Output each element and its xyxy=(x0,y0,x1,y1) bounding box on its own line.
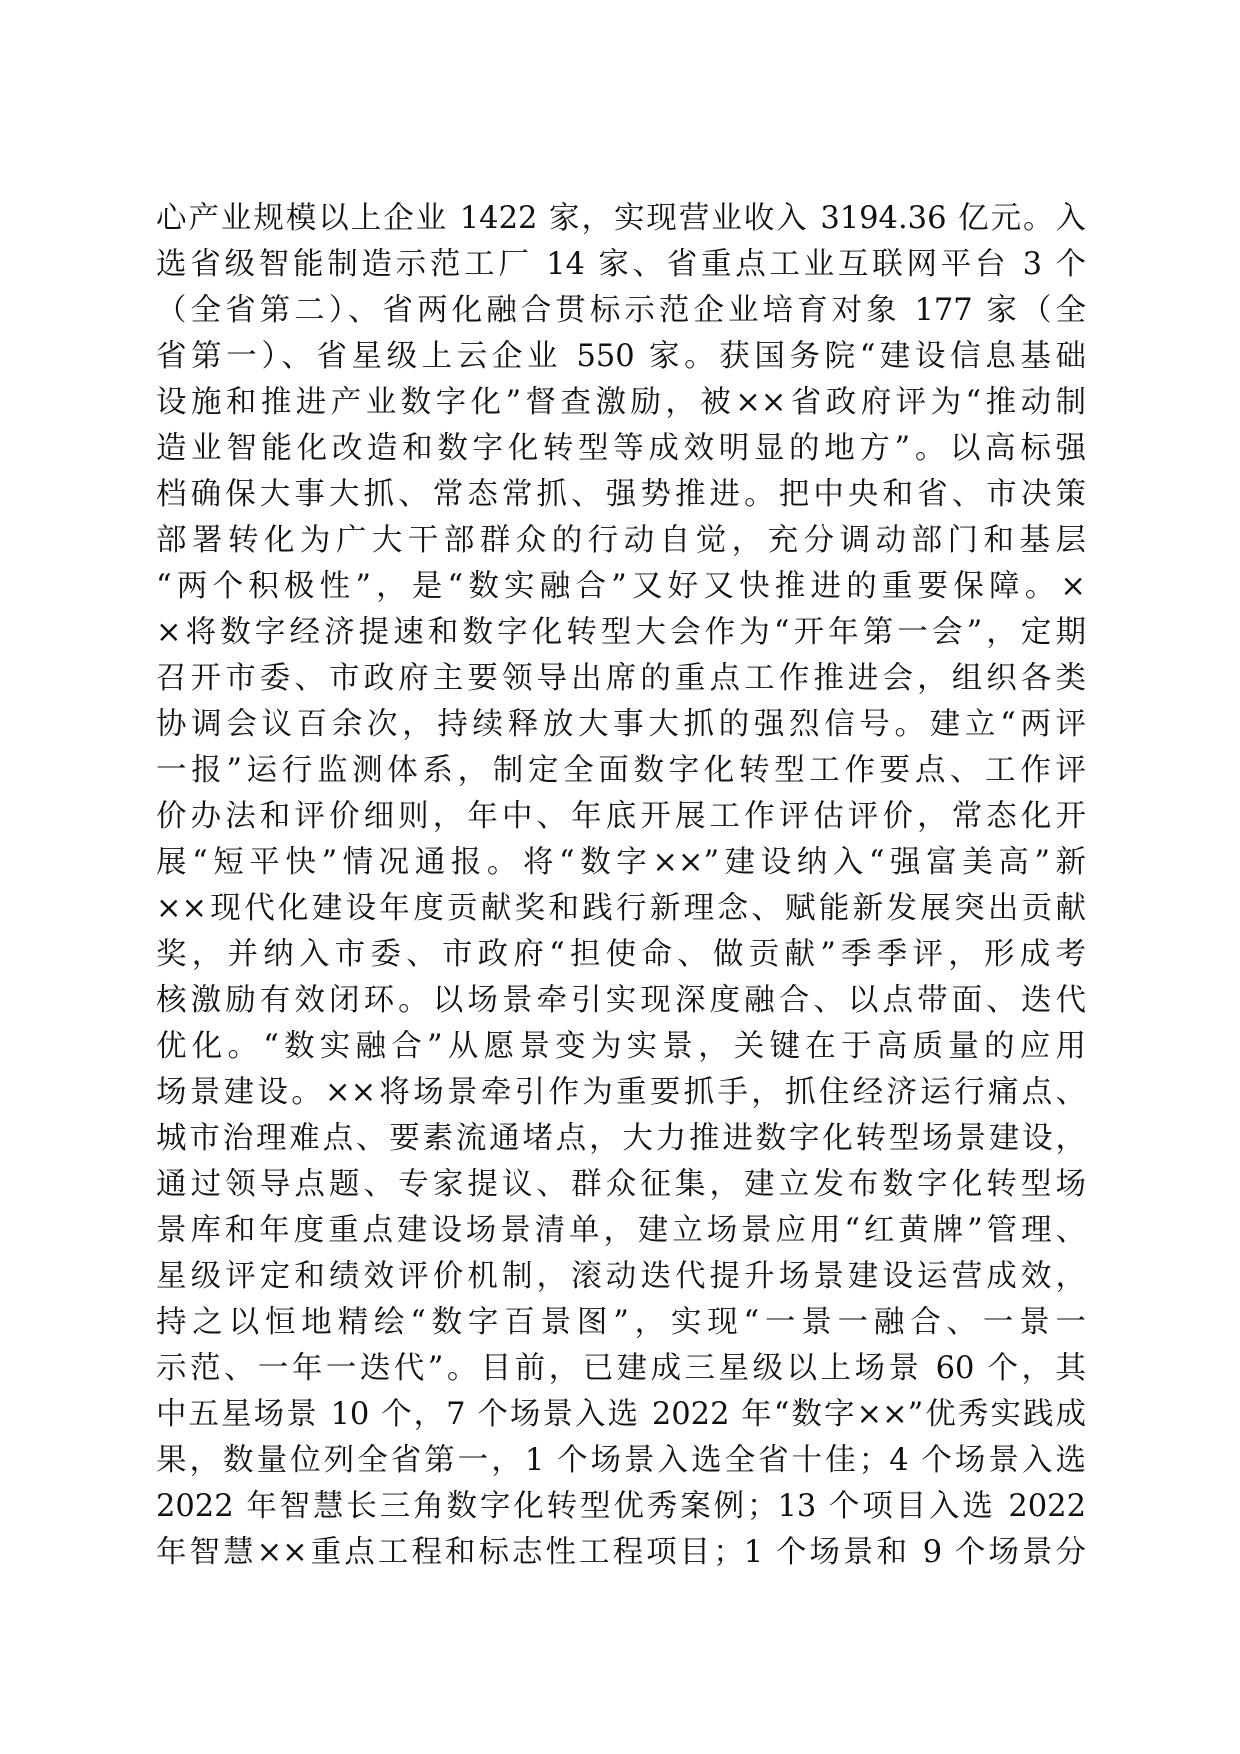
text-line: ×将数字经济提速和数字化转型大会作为“开年第一会”，定期 xyxy=(156,615,1086,650)
text-line: 通过领导点题、专家提议、群众征集，建立发布数字化转型场 xyxy=(156,1167,1086,1202)
text-line: 奖，并纳入市委、市政府“担使命、做贡献”季季评，形成考 xyxy=(156,937,1086,972)
text-line: 城市治理难点、要素流通堵点，大力推进数字化转型场景建设， xyxy=(156,1121,1086,1156)
text-line: （全省第二）、省两化融合贯标示范企业培育对象 177 家（全 xyxy=(156,293,1086,328)
text-line: 选省级智能制造示范工厂 14 家、省重点工业互联网平台 3 个 xyxy=(156,247,1086,282)
text-line: 2022 年智慧长三角数字化转型优秀案例；13 个项目入选 2022 xyxy=(156,1489,1086,1524)
text-line: 景库和年度重点建设场景清单，建立场景应用“红黄牌”管理、 xyxy=(156,1213,1086,1248)
text-line: ××现代化建设年度贡献奖和践行新理念、赋能新发展突出贡献 xyxy=(156,891,1086,926)
text-line: 展“短平快”情况通报。将“数字××”建设纳入“强富美高”新 xyxy=(156,845,1086,880)
text-line: 果，数量位列全省第一，1 个场景入选全省十佳；4 个场景入选 xyxy=(156,1443,1086,1478)
text-line: 示范、一年一迭代”。目前，已建成三星级以上场景 60 个，其 xyxy=(156,1351,1086,1386)
body-paragraph xyxy=(156,196,1086,1576)
text-line: 场景建设。××将场景牵引作为重要抓手，抓住经济运行痛点、 xyxy=(156,1075,1086,1110)
text-line: 召开市委、市政府主要领导出席的重点工作推进会，组织各类 xyxy=(156,661,1086,696)
text-line: 协调会议百余次，持续释放大事大抓的强烈信号。建立“两评 xyxy=(156,707,1086,742)
text-line: 星级评定和绩效评价机制，滚动迭代提升场景建设运营成效， xyxy=(156,1259,1086,1294)
text-line: 中五星场景 10 个，7 个场景入选 2022 年“数字××”优秀实践成 xyxy=(156,1397,1086,1432)
text-line: 优化。“数实融合”从愿景变为实景，关键在于高质量的应用 xyxy=(156,1029,1086,1064)
text-line: 年智慧××重点工程和标志性工程项目；1 个场景和 9 个场景分 xyxy=(156,1535,1086,1570)
text-line: “两个积极性”，是“数实融合”又好又快推进的重要保障。× xyxy=(156,569,1086,604)
text-line: 持之以恒地精绘“数字百景图”，实现“一景一融合、一景一 xyxy=(156,1305,1086,1340)
text-line: 档确保大事大抓、常态常抓、强势推进。把中央和省、市决策 xyxy=(156,477,1086,512)
text-line: 设施和推进产业数字化”督查激励，被××省政府评为“推动制 xyxy=(156,385,1086,420)
text-line: 价办法和评价细则，年中、年底开展工作评估评价，常态化开 xyxy=(156,799,1086,834)
text-line: 心产业规模以上企业 1422 家，实现营业收入 3194.36 亿元。入 xyxy=(156,201,1086,236)
text-line: 核激励有效闭环。以场景牵引实现深度融合、以点带面、迭代 xyxy=(156,983,1086,1018)
text-line: 部署转化为广大干部群众的行动自觉，充分调动部门和基层 xyxy=(156,523,1086,558)
text-line: 造业智能化改造和数字化转型等成效明显的地方”。以高标强 xyxy=(156,431,1086,466)
text-line: 省第一）、省星级上云企业 550 家。获国务院“建设信息基础 xyxy=(156,339,1086,374)
text-line: 一报”运行监测体系，制定全面数字化转型工作要点、工作评 xyxy=(156,753,1086,788)
